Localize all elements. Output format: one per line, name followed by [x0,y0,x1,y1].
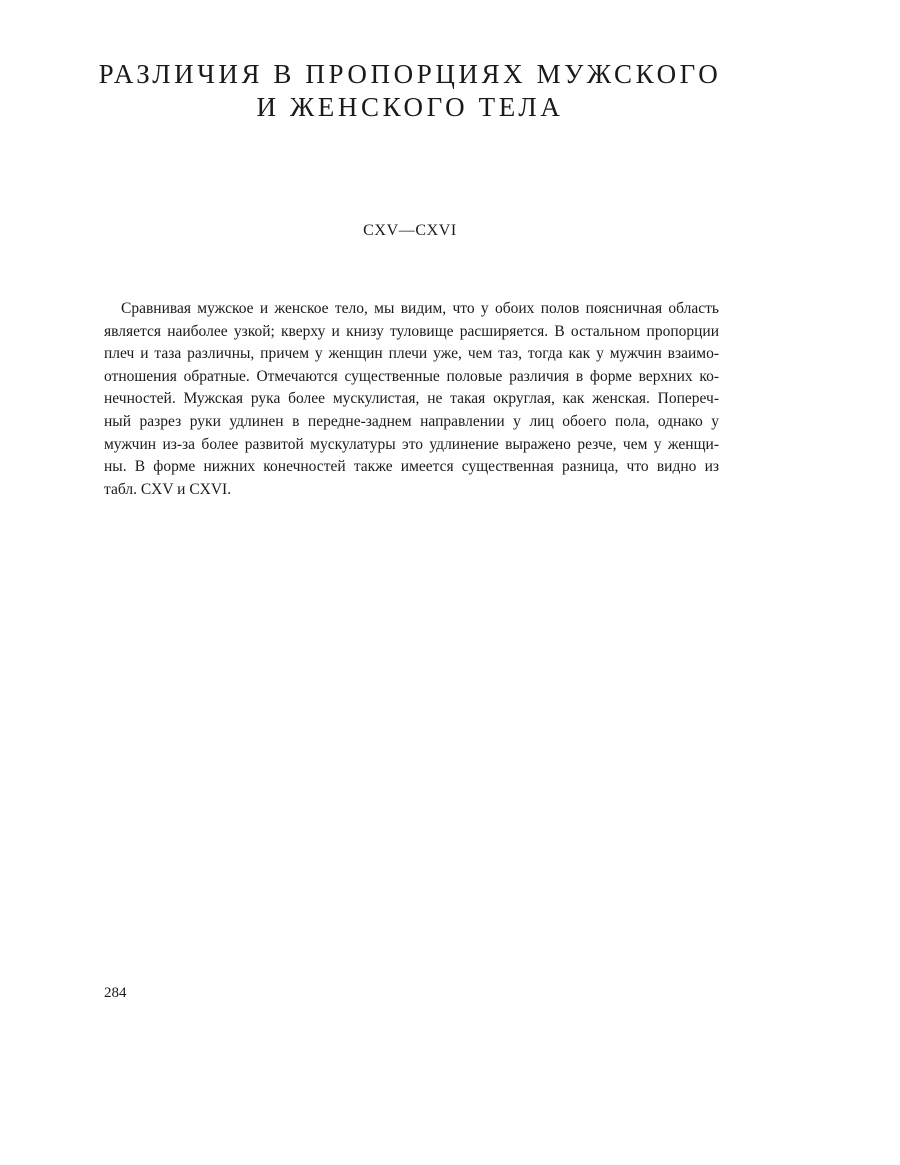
paragraph-line: Сравнивая мужское и женское тело, мы видим, что у обоих полов поясничная область [121,300,719,317]
table-range-heading: CXV—CXVI [363,222,457,239]
paragraph-line: табл. CXV и CXVI. [104,480,232,498]
paragraph-line: нечностей. Мужская рука более мускулистая, не такая округлая, как женская. Попереч- [104,390,719,408]
paragraph-line: ный разрез руки удлинен в передне-заднем направлении у лиц обоего пола, однако у [104,412,719,430]
page-number: 284 [104,985,127,1001]
paragraph-line: отношения обратные. Отмечаются существенные половые различия в форме верхних ко- [104,367,719,385]
paragraph-line: мужчин из-за более развитой мускулатуры это удлинение выражено резче, чем у женщи- [104,435,719,453]
paragraph-line: ны. В форме нижних конечностей также имеется существенная разница, что видно из [104,458,719,476]
paragraph-line: плеч и таза различны, причем у женщин плечи уже, чем таз, тогда как у мужчин взаимо- [104,345,719,363]
body-paragraph [104,298,719,501]
paragraph-line: является наиболее узкой; кверху и книзу туловище расширяется. В остальном пропорции [104,322,719,340]
page-title [60,58,760,124]
page-title-line-2: И ЖЕНСКОГО ТЕЛА [256,92,564,122]
page-title-line-1: РАЗЛИЧИЯ В ПРОПОРЦИЯХ МУЖСКОГО [98,59,722,89]
